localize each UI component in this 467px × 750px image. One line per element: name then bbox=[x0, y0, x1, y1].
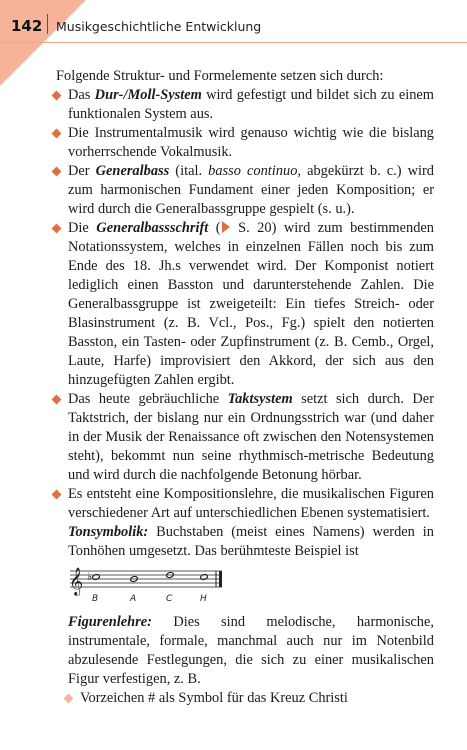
note-h bbox=[200, 574, 208, 581]
figurenlehre-paragraph bbox=[68, 613, 434, 689]
page-reference[interactable]: S. 20 bbox=[238, 220, 272, 236]
music-staff-example bbox=[68, 567, 434, 605]
diamond-bullet-icon bbox=[52, 167, 62, 177]
item-text: setzt sich durch. Der Taktstrich, der bislang nur ein Ordnungsstrich war (und daher in der Musik der Renaissance oft zwischen den Notensystemen steht), bekommt nun seine rhythmisch-metrische Bedeutung und wird durch die nachfolgende Betonung hörbar. bbox=[68, 391, 434, 483]
example-list-item bbox=[68, 689, 434, 708]
figurenlehre-term: Figurenlehre: bbox=[68, 614, 152, 630]
list-item bbox=[56, 390, 434, 485]
page-body bbox=[56, 67, 434, 708]
note-label: B bbox=[92, 594, 99, 604]
note-label: C bbox=[166, 594, 173, 604]
item-text: ) wird zum bestimmenden Notationssystem, welches in einzelnen Fällen noch bis zum Ende des 18. Jh.s verwendet wird. Der Komponist notiert lediglich einen Basston und darunterstehende Zahlen. Die Generalbassgruppe ist zweigeteilt: Ein tiefes Streich- oder Blasinstrument (z. B. Vcl., Pos., Fg.) spielt den notierten Basston, ein Tasten- oder Zupfinstrument (z. B. Cemb., Orgel, Laute, Harfe) improvisiert den Akkord, der sich aus den hinzugefügten Zahlen ergibt. bbox=[68, 220, 434, 388]
header-divider bbox=[47, 14, 48, 34]
tonsymbolik-text: Buchstaben (meist eines Namens) werden in Tonhöhen umgesetzt. Das berühmteste Beispiel ist bbox=[68, 524, 434, 559]
diamond-bullet-icon bbox=[52, 490, 62, 500]
final-barline bbox=[219, 571, 222, 587]
item-term: Dur-/Moll-System bbox=[94, 87, 202, 103]
header-rule-line bbox=[0, 42, 467, 43]
item-italic: basso continuo, bbox=[208, 163, 301, 179]
item-text: abgekürzt b. c.) wird zum harmonischen Fundament einer jeden Komposition; er wird durch die Generalbassgruppe gespielt (s. u.). bbox=[68, 163, 434, 217]
bach-notation-figure bbox=[68, 567, 226, 605]
item-text: Das heute gebräuchliche bbox=[68, 391, 228, 407]
page-header bbox=[0, 0, 467, 42]
item-text: wird gefestigt und bildet sich zu einem funktionalen System aus. bbox=[68, 87, 434, 122]
item-text: Die Instrumentalmusik wird genauso wichtig wie die bislang vorherrschende Vokalmusik. bbox=[68, 125, 434, 160]
item-term: Generalbass bbox=[95, 163, 170, 179]
diamond-bullet-icon bbox=[64, 694, 74, 704]
diamond-bullet-icon bbox=[52, 224, 62, 234]
diamond-bullet-icon bbox=[52, 395, 62, 405]
treble-clef-icon: 𝄞 bbox=[69, 567, 84, 595]
item-term: Taktsystem bbox=[227, 391, 293, 407]
item-text: ( bbox=[208, 220, 221, 236]
tonsymbolik-term: Tonsymbolik: bbox=[68, 524, 149, 540]
diamond-bullet-icon bbox=[52, 129, 62, 139]
tonsymbolik-paragraph bbox=[68, 523, 434, 561]
item-text: (ital. bbox=[169, 163, 209, 179]
item-text: Es entsteht eine Kompositionslehre, die musikalischen Figuren verschiedener Art auf unterschiedlichen Ebenen systematisiert. bbox=[68, 486, 434, 521]
item-text: Der bbox=[68, 163, 96, 179]
note-label: A bbox=[130, 594, 137, 604]
figurenlehre-text: Dies sind melodische, harmonische, instrumentale, formale, manchmal auch nur im Notenbild abzulesende Festlegungen, die sich zu einer musikalischen Figur verfestigen, z. B. bbox=[68, 614, 434, 687]
note-b bbox=[92, 574, 100, 581]
item-text: Das bbox=[68, 87, 95, 103]
list-item bbox=[56, 485, 434, 523]
intro-text: Folgende Struktur- und Formelemente setzen sich durch: bbox=[56, 68, 384, 84]
page-number: 142 bbox=[11, 17, 43, 35]
item-text: Die bbox=[68, 220, 97, 236]
list-item bbox=[56, 162, 434, 219]
running-head: Musikgeschichtliche Entwicklung bbox=[56, 19, 262, 34]
list-item bbox=[56, 219, 434, 390]
example-text: Vorzeichen # als Symbol für das Kreuz Christi bbox=[80, 690, 348, 706]
flat-sign-icon: ♭ bbox=[87, 570, 93, 583]
note-label: H bbox=[200, 594, 207, 604]
cross-reference-arrow-icon bbox=[222, 221, 230, 233]
item-term: Generalbassschrift bbox=[96, 220, 209, 236]
list-item bbox=[56, 86, 434, 124]
diamond-bullet-icon bbox=[52, 91, 62, 101]
list-item bbox=[56, 124, 434, 162]
